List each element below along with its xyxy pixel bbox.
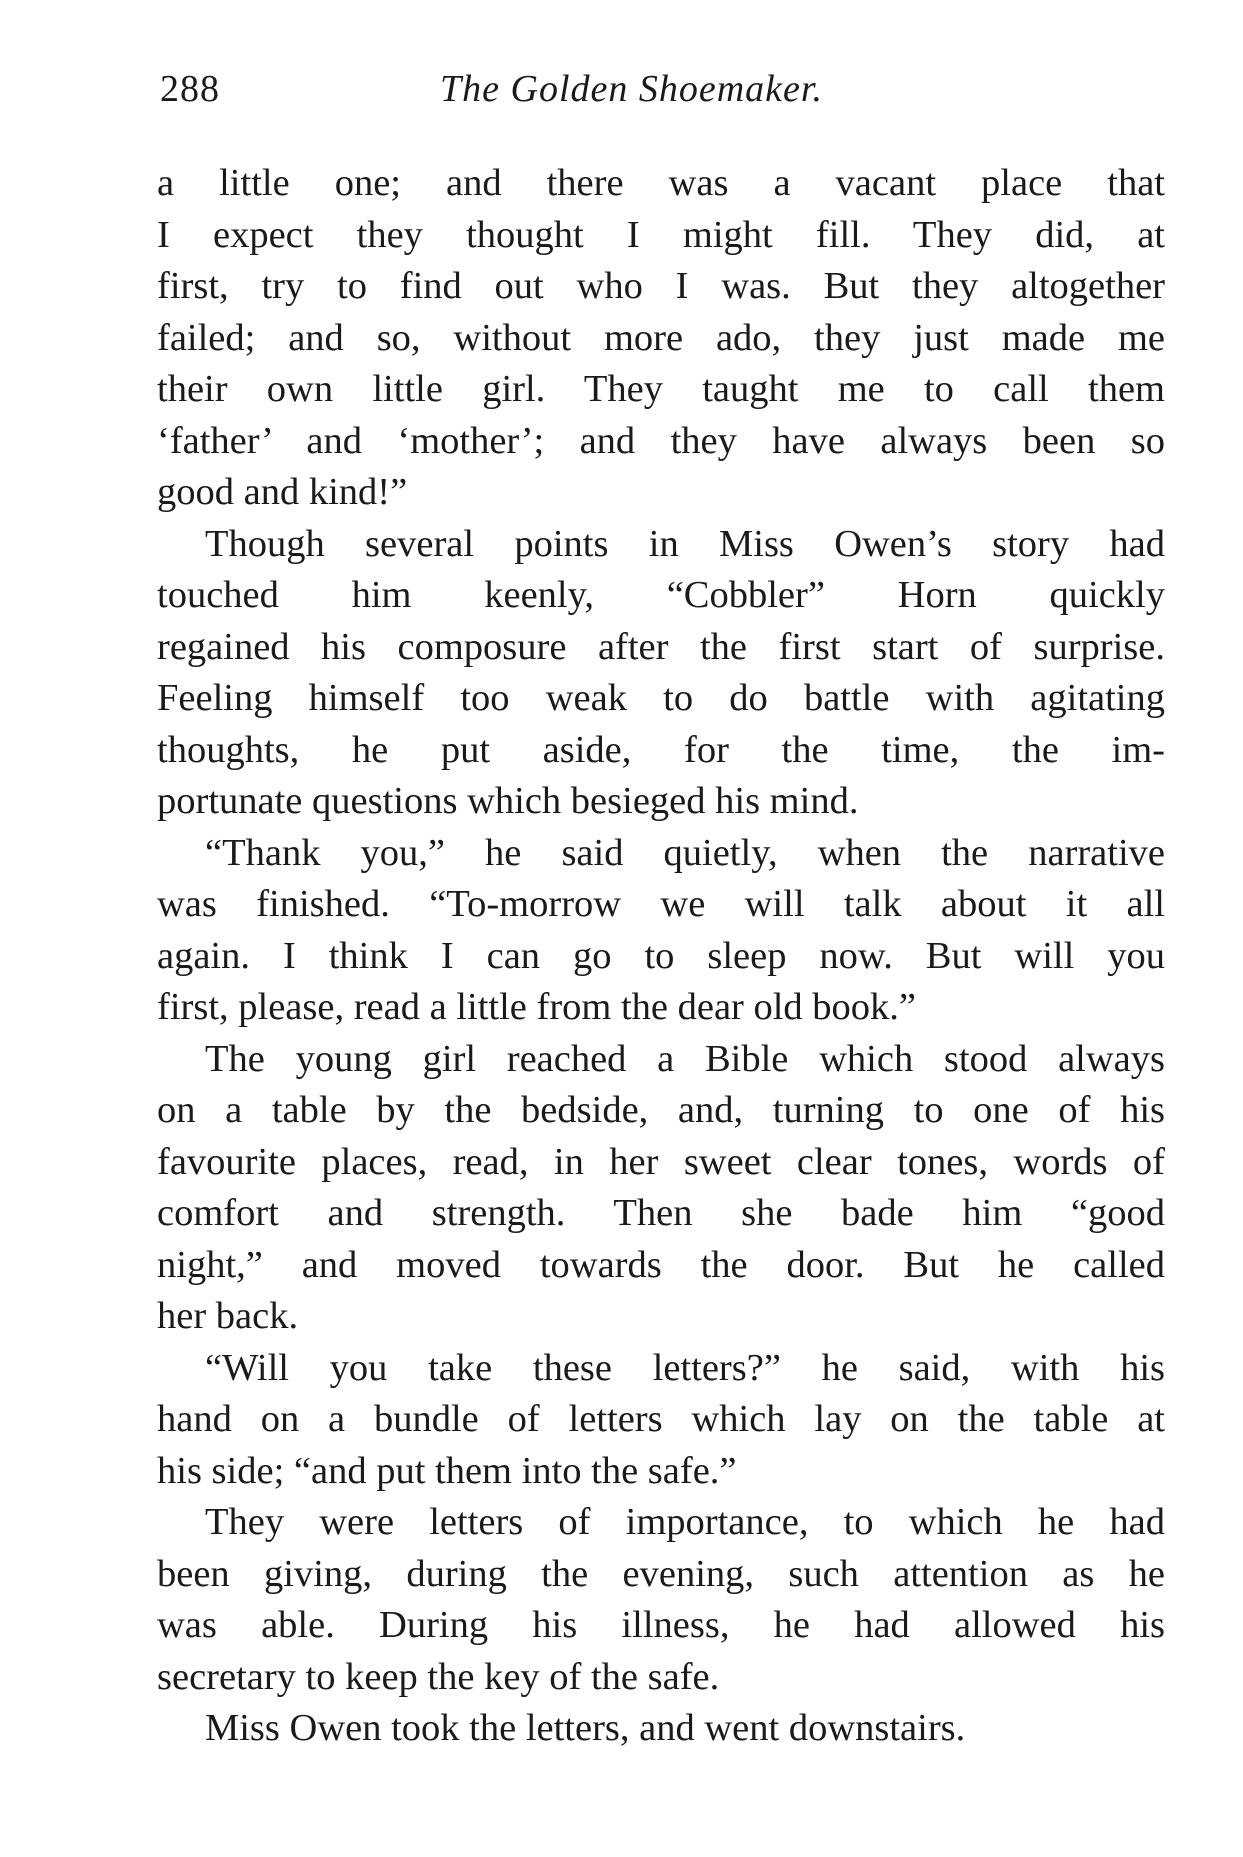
- text-line: ‘father’ and ‘mother’; and they have always been so: [157, 419, 1165, 462]
- text-line: “Thank you,” he said quietly, when the narrative: [205, 831, 1165, 874]
- text-line: “Will you take these letters?” he said, with his: [205, 1346, 1165, 1389]
- text-line: first, try to find out who I was. But they altogether: [157, 265, 1165, 307]
- text-line: The young girl reached a Bible which stood always: [205, 1037, 1165, 1080]
- text-line: touched him keenly, “Cobbler” Horn quickly: [157, 574, 1165, 616]
- text-line: again. I think I can go to sleep now. But will you: [157, 934, 1165, 977]
- text-line: their own little girl. They taught me to call them: [157, 368, 1165, 410]
- text-line: on a table by the bedside, and, turning to one of his: [157, 1089, 1165, 1131]
- running-head: [160, 64, 1160, 114]
- text-line: failed; and so, without more ado, they just made me: [157, 316, 1165, 359]
- text-line: comfort and strength. Then she bade him “good: [157, 1192, 1165, 1234]
- text-line: Miss Owen took the letters, and went downstairs.: [205, 1707, 966, 1749]
- text-line: secretary to keep the key of the safe.: [157, 1655, 720, 1698]
- text-line: her back.: [157, 1295, 299, 1337]
- text-line: first, please, read a little from the dear old book.”: [157, 986, 917, 1028]
- text-line: was finished. “To-morrow we will talk about it all: [157, 883, 1165, 925]
- text-line: portunate questions which besieged his mind.: [157, 780, 859, 822]
- text-line: thoughts, he put aside, for the time, the im-: [157, 728, 1165, 771]
- text-line: his side; “and put them into the safe.”: [157, 1449, 737, 1492]
- text-line: hand on a bundle of letters which lay on the table at: [157, 1398, 1165, 1440]
- body-text: [157, 158, 1165, 1755]
- text-line: good and kind!”: [157, 471, 408, 513]
- text-line: was able. During his illness, he had allowed his: [157, 1604, 1165, 1646]
- text-line: Though several points in Miss Owen’s story had: [205, 522, 1165, 565]
- text-line: favourite places, read, in her sweet clear tones, words of: [157, 1140, 1165, 1183]
- page-number: 288: [160, 68, 220, 110]
- text-line: Feeling himself too weak to do battle with agitating: [157, 677, 1165, 719]
- text-line: a little one; and there was a vacant place that: [157, 162, 1165, 204]
- running-title: The Golden Shoemaker.: [440, 68, 823, 110]
- text-line: They were letters of importance, to which he had: [205, 1501, 1165, 1543]
- text-line: been giving, during the evening, such attention as he: [157, 1552, 1165, 1595]
- text-line: night,” and moved towards the door. But he called: [157, 1243, 1165, 1286]
- text-line: regained his composure after the first start of surprise.: [157, 625, 1165, 668]
- text-line: I expect they thought I might fill. They did, at: [157, 213, 1165, 256]
